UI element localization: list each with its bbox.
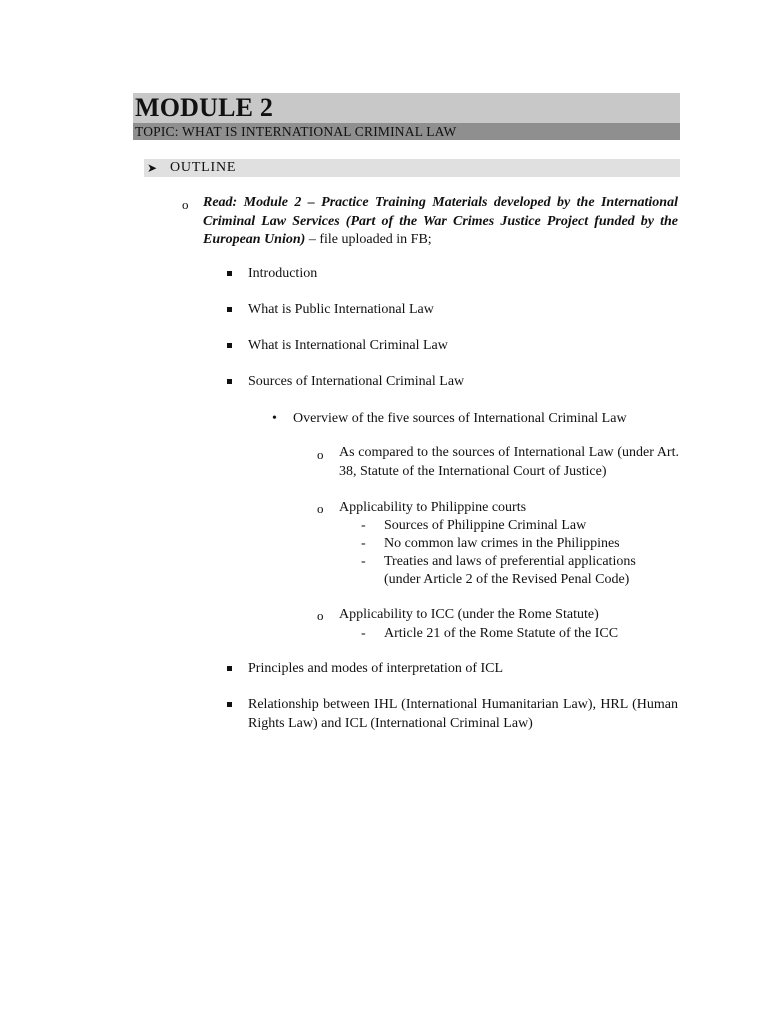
circle-bullet-icon: o	[317, 447, 324, 462]
module-title: MODULE 2	[135, 93, 274, 122]
outline-item: What is Public International Law	[248, 302, 434, 317]
dash-bullet-icon: -	[361, 518, 366, 533]
outline-item: Relationship between IHL (International Humanitarian Law), HRL (Human Rights Law) and ICL (International Criminal Law)	[248, 697, 678, 731]
outline-item: What is International Criminal Law	[248, 338, 448, 353]
icc-applicability: Applicability to ICC (under the Rome Statute)	[339, 607, 599, 622]
outline-item: Sources of International Criminal Law	[248, 374, 465, 389]
square-bullet-icon	[227, 343, 232, 348]
philippine-applicability: Applicability to Philippine courts	[339, 500, 527, 515]
philippine-subitem: No common law crimes in the Philippines	[384, 536, 620, 551]
philippine-subitem: Treaties and laws of preferential applications	[384, 554, 636, 569]
square-bullet-icon	[227, 379, 232, 384]
dot-bullet-icon: •	[272, 411, 277, 426]
circle-bullet-icon: o	[317, 608, 324, 623]
philippine-subitem: Sources of Philippine Criminal Law	[384, 518, 587, 533]
outline-heading: OUTLINE	[170, 160, 237, 175]
square-bullet-icon	[227, 271, 232, 276]
dash-bullet-icon: -	[361, 626, 366, 641]
read-paragraph	[203, 194, 678, 250]
read-note: – file uploaded in FB;	[305, 232, 432, 247]
read-reference: Read: Module 2 – Practice Training Materials developed by the International Criminal Law Services (Part of the War Crimes Justice Project funded by the European Union)	[203, 195, 678, 247]
philippine-subitem-continued: (under Article 2 of the Revised Penal Code)	[384, 572, 630, 587]
circle-bullet-icon: o	[317, 501, 324, 516]
square-bullet-icon	[227, 307, 232, 312]
topic-heading: TOPIC: WHAT IS INTERNATIONAL CRIMINAL LAW	[135, 124, 457, 139]
sources-overview: Overview of the five sources of International Criminal Law	[293, 411, 627, 426]
sources-compared: As compared to the sources of International Law (under Art. 38, Statute of the International Court of Justice)	[339, 445, 679, 479]
icc-subitem: Article 21 of the Rome Statute of the ICC	[384, 626, 619, 641]
square-bullet-icon	[227, 702, 232, 707]
arrow-bullet-icon: ➤	[147, 161, 158, 175]
circle-bullet-icon: o	[182, 197, 189, 212]
outline-item: Principles and modes of interpretation of ICL	[248, 661, 504, 676]
square-bullet-icon	[227, 666, 232, 671]
dash-bullet-icon: -	[361, 554, 366, 569]
dash-bullet-icon: -	[361, 536, 366, 551]
outline-item: Introduction	[248, 266, 318, 281]
